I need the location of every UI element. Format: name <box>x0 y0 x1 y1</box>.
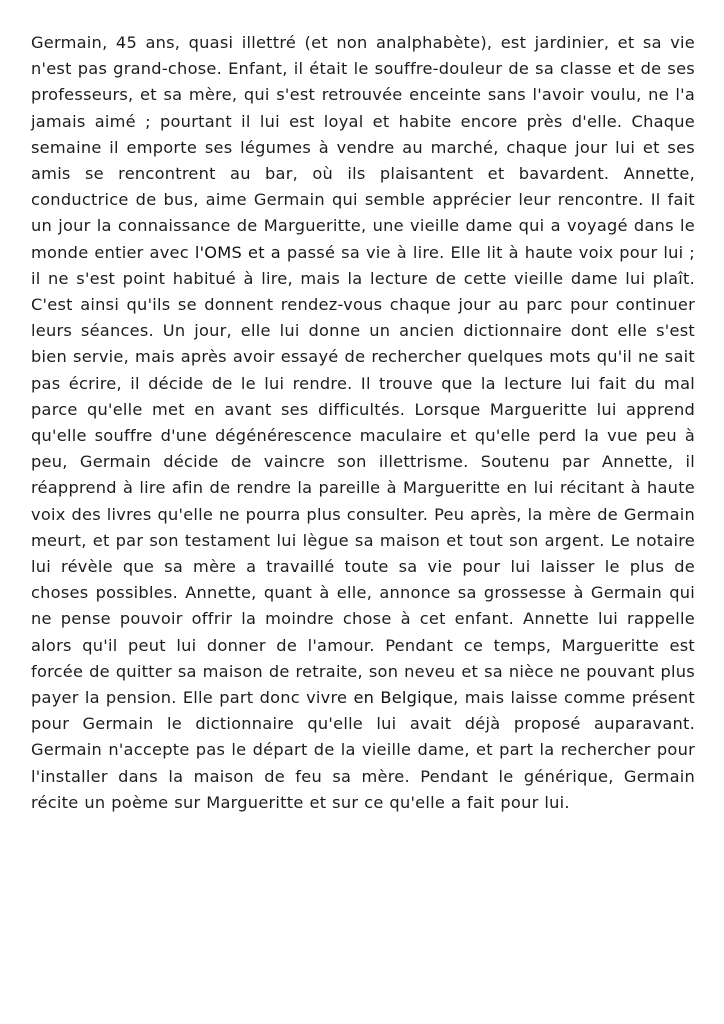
paragraph-text-2: passé sa vie à lire. Elle lit à haute voix pour lui ; il ne s'est point habitué à lire, mais la lecture de cette vieille dame lui plaît. C'est ainsi qu'ils se donnent rendez-vous chaque jour au parc pour continuer leurs séances. Un jour, elle lui donne un ancien dictionnaire dont elle s'est bien servie, mais après avoir essayé de rechercher quelques mots qu'il ne sait pas écrire, il décide de le lui rendre. Il trouve que la lecture lui fait du mal parce qu'elle met en avant ses difficultés. Lorsque Margueritte lui apprend qu'elle souffre d'une dégénérescence maculaire et qu'elle perd la vue peu à peu, Germain décide de vaincre son illettrisme. Soutenu par Annette, il réapprend à lire afin de rendre la pareille à Margueritte en lui récitant à haute voix des livres qu'elle ne pourra plus consulter. Peu après, la mère de Germain meurt, et par son testament lui lègue sa maison et tout son argent. Le notaire lui révèle que sa mère a travaillé toute sa vie pour lui laisser le plus de choses possibles. Annette, quant à elle, annonce sa grossesse à Germain qui ne pense pouvoir offrir la moindre chose à cet enfant. Annette lui rappelle alors qu'il peut lui donner de l'amour. Pendant ce temps, Margueritte est forcée de quitter sa maison de retraite, son neveu et sa nièce ne pouvant plus payer la pension. Elle part donc vivre <box>31 242 696 708</box>
synopsis-paragraph <box>31 30 695 816</box>
oms-link[interactable]: l'OMS et a <box>194 242 281 262</box>
belgique-link[interactable]: en Belgique <box>353 688 454 708</box>
paragraph-text-3: , mais laisse comme présent pour Germain le dictionnaire qu'elle lui avait déjà proposé auparavant. Germain n'accepte pas le départ de la vieille dame, et part la rechercher pour l'installer dans la maison de feu sa mère. Pendant le générique, Germain récite un poème sur Margueritte et sur ce qu'elle a fait pour lui. <box>31 688 695 812</box>
document-page <box>31 30 695 816</box>
paragraph-text-1: Germain, 45 ans, quasi illettré (et non analphabète), est jardinier, et sa vie n'est pas grand-chose. Enfant, il était le souffre-douleur de sa classe et de ses professeurs, et sa mère, qui s'est retrouvée enceinte sans l'avoir voulu, ne l'a jamais aimé ; pourtant il lui est loyal et habite encore près d'elle. Chaque semaine il emporte ses légumes à vendre au marché, chaque jour lui et ses amis se rencontrent au bar, où ils plaisantent et bavardent. Annette, conductrice de bus, aime Germain qui semble apprécier leur rencontre. Il fait un jour la connaissance de Margueritte, une vieille dame qui a voyagé dans le monde entier avec <box>31 33 695 262</box>
